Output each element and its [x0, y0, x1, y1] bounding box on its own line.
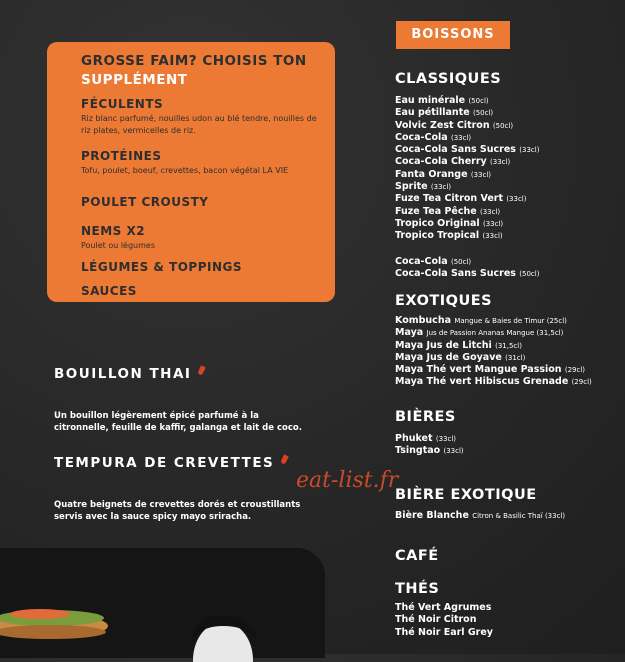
list-item: Maya Jus de Litchi (31,5cl) [395, 339, 522, 351]
list-item: Sprite (33cl) [395, 181, 452, 193]
list-biere-exotique [395, 510, 565, 522]
list-item: Coca-Cola Sans Sucres (50cl) [395, 268, 540, 280]
list-classiques [395, 95, 539, 243]
supplement-desc-feculents: Riz blanc parfumé, nouilles udon au blé tendre, nouilles de riz plates, vermicelles de riz. [81, 114, 317, 135]
list-item: Maya Thé vert Mangue Passion (29cl) [395, 364, 586, 376]
list-item: Coca-Cola Cherry (33cl) [395, 156, 511, 168]
list-item: Eau minérale (50cl) [395, 95, 489, 106]
supplement-heading-poulet-crousty: POULET CROUSTY [81, 195, 209, 209]
dish-desc-bouillon-thai: Un bouillon légèrement épicé parfumé à la citronnelle, feuille de kaffir, galanga et lait de coco. [54, 411, 302, 433]
illustration-face-image [178, 612, 268, 662]
list-exotiques [395, 315, 592, 389]
supplement-title-highlight: SUPPLÉMENT [81, 72, 188, 88]
list-item: Coca-Cola (50cl) [395, 256, 472, 267]
list-item: Maya Jus de Passion Ananas Mangue (31,5cl) [395, 327, 564, 339]
list-item: Coca-Cola Sans Sucres (33cl) [395, 144, 540, 156]
list-bieres [395, 433, 464, 458]
list-item: Thé Noir Earl Grey [395, 626, 493, 638]
supplement-heading-proteines: PROTÉINES [81, 149, 162, 163]
supplement-title: GROSSE FAIM? CHOISIS TON SUPPLÉMENT [81, 53, 307, 88]
list-item: Fanta Orange (33cl) [395, 168, 492, 180]
supplement-desc-proteines: Tofu, poulet, boeuf, crevettes, bacon végétal LA VIE [81, 166, 289, 175]
section-title-classiques: CLASSIQUES [395, 71, 502, 87]
list-thes [395, 602, 493, 639]
watermark: eat-list.fr [296, 468, 399, 493]
list-item: Phuket (33cl) [395, 433, 457, 444]
list-item: Volvic Zest Citron (50cl) [395, 119, 514, 131]
supplement-heading-legumes: LÉGUMES & TOPPINGS [81, 260, 243, 274]
chili-icon [281, 454, 289, 464]
dish-title-tempura: TEMPURA DE CREVETTES [54, 455, 287, 471]
dish-desc-tempura: Quatre beignets de crevettes dorés et croustillants servis avec la sauce spicy mayo sriracha. [54, 500, 301, 522]
dish-title-bouillon-thai: BOUILLON THAI [54, 366, 204, 382]
list-item: Tropico Tropical (33cl) [395, 230, 503, 242]
list-classiques-large [395, 256, 539, 281]
list-item: Kombucha Mangue & Baies de Timur (25cl) [395, 315, 567, 326]
section-title-exotiques: EXOTIQUES [395, 293, 493, 309]
section-title-cafe: CAFÉ [395, 548, 439, 564]
sandwich-image [0, 600, 110, 640]
list-item: Eau pétillante (50cl) [395, 107, 494, 119]
list-item: Tropico Original (33cl) [395, 217, 504, 229]
section-title-biere-exotique: BIÈRE EXOTIQUE [395, 487, 537, 503]
list-item: Coca-Cola (33cl) [395, 131, 472, 143]
supplement-desc-nems: Poulet ou légumes [81, 241, 156, 250]
chili-icon [198, 365, 206, 375]
list-item: Bière Blanche Citron & Basilic Thaï (33cl) [395, 510, 566, 521]
list-item: Tsingtao (33cl) [395, 445, 464, 457]
supplement-heading-sauces: SAUCES [81, 284, 137, 298]
list-item: Maya Thé vert Hibiscus Grenade (29cl) [395, 376, 592, 388]
section-title-bieres: BIÈRES [395, 409, 456, 425]
supplement-heading-feculents: FÉCULENTS [81, 97, 164, 111]
list-item: Thé Noir Citron [395, 614, 477, 626]
supplement-heading-nems: NEMS X2 [81, 224, 146, 238]
list-item: Thé Vert Agrumes [395, 602, 492, 613]
boissons-badge: BOISSONS [396, 21, 510, 49]
section-title-thes: THÉS [395, 581, 440, 597]
list-item: Fuze Tea Citron Vert (33cl) [395, 193, 527, 205]
list-item: Fuze Tea Pêche (33cl) [395, 205, 501, 217]
supplement-card [47, 42, 335, 302]
list-item: Maya Jus de Goyave (31cl) [395, 351, 526, 363]
